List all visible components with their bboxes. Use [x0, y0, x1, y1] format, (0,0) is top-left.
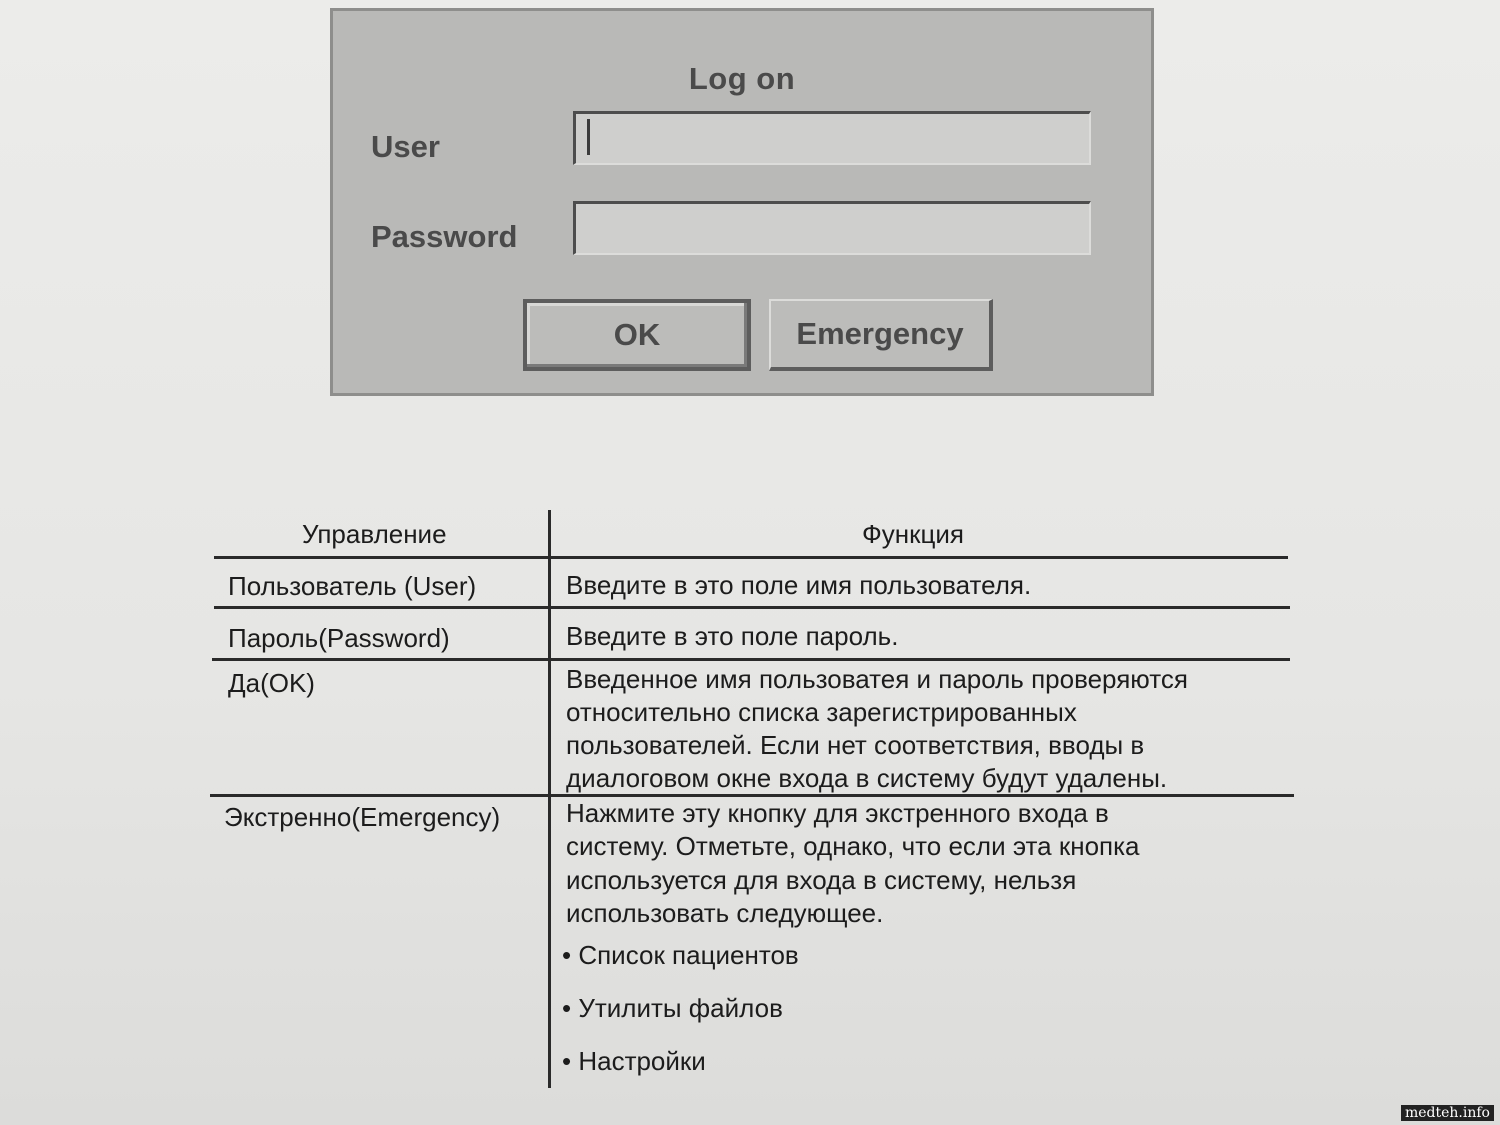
list-item: • Настройки — [562, 1046, 706, 1076]
watermark: medteh.info — [1401, 1105, 1494, 1121]
table-cell-function-line: относительно списка зарегистрированных — [566, 697, 1077, 727]
list-item: • Утилиты файлов — [562, 993, 783, 1023]
list-item: • Список пациентов — [562, 940, 799, 970]
table-cell-function-line: пользователей. Если нет соответствия, вводы в — [566, 730, 1145, 760]
table-cell-function-line: используется для входа в систему, нельзя — [566, 865, 1077, 895]
user-label: User — [371, 129, 440, 164]
table-cell-function: Введите в это поле пароль. — [566, 621, 899, 651]
list-item-text: Утилиты файлов — [578, 993, 783, 1023]
header-function: Функция — [862, 519, 964, 549]
dialog-title: Log on — [688, 61, 796, 96]
table-cell-control: Экстренно(Emergency) — [224, 802, 501, 832]
emergency-button[interactable]: Emergency — [769, 299, 993, 371]
table-cell-function: Введите в это поле имя пользователя. — [566, 570, 1032, 600]
column-divider — [548, 510, 551, 1088]
row-rule — [212, 658, 1290, 661]
table-cell-function-line: систему. Отметьте, однако, что если эта кнопка — [566, 831, 1140, 861]
table-cell-function-line: диалоговом окне входа в систему будут удалены. — [566, 763, 1168, 793]
list-item-text: Настройки — [578, 1046, 706, 1076]
table-cell-control: Пользователь (User) — [228, 571, 477, 601]
ok-button[interactable]: OK — [523, 299, 751, 371]
table-cell-function-line: Нажмите эту кнопку для экстренного входа в — [566, 798, 1109, 828]
password-label: Password — [371, 219, 518, 254]
row-rule — [214, 606, 1290, 609]
table-cell-control: Пароль(Password) — [228, 623, 450, 653]
list-item-text: Список пациентов — [578, 940, 799, 970]
table-cell-control: Да(OK) — [228, 668, 315, 698]
header-rule — [214, 556, 1288, 559]
header-control: Управление — [302, 519, 447, 549]
table-cell-function-line: использовать следующее. — [566, 898, 884, 928]
table-cell-function-line: Введенное имя пользоватея и пароль проверяются — [566, 664, 1188, 694]
